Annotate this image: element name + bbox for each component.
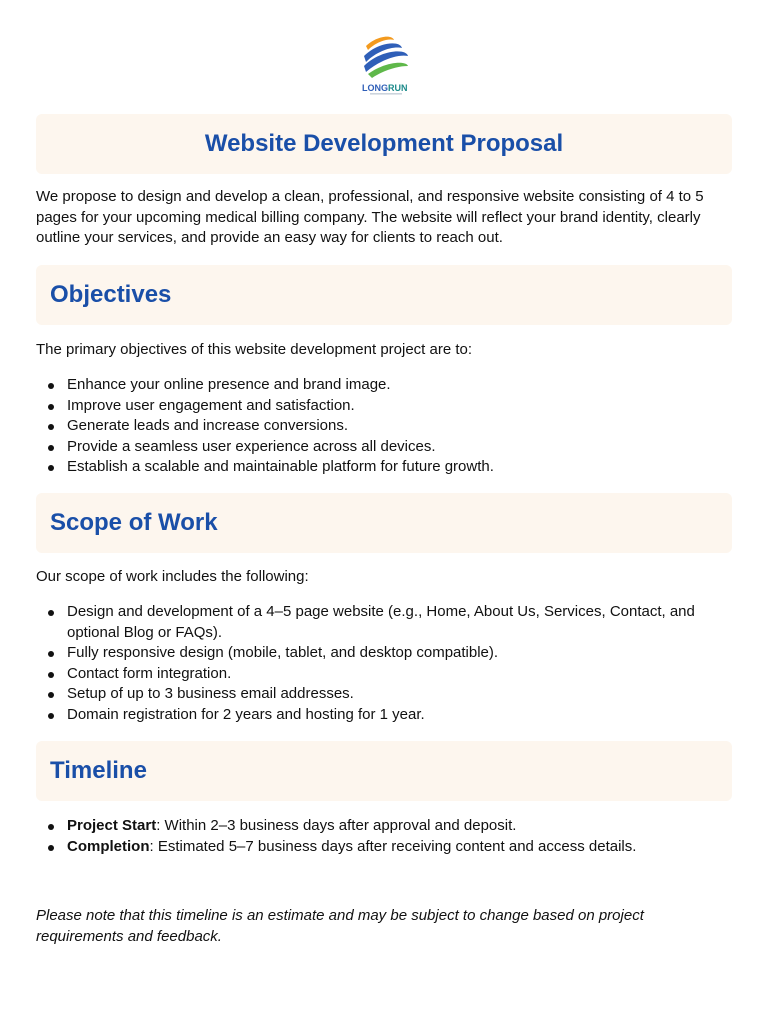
scope-heading: Scope of Work xyxy=(50,509,218,536)
timeline-heading: Timeline xyxy=(50,757,147,784)
timeline-label: Completion xyxy=(67,837,150,855)
objectives-lead: The primary objectives of this website development project are to: xyxy=(36,341,473,358)
scope-lead: Our scope of work includes the following: xyxy=(36,568,309,585)
timeline-text: : Within 2–3 business days after approval and deposit. xyxy=(156,817,517,834)
logo-swoosh-icon xyxy=(358,34,414,96)
intro-paragraph: We propose to design and develop a clean, professional, and responsive website consisting of 4 to 5 pages for your upcoming medical billing company. The website will reflect your brand identity, clearly outline your services, and provide an easy way for clients to reach out. xyxy=(36,188,704,246)
scope-banner xyxy=(36,493,732,553)
long-run-logo xyxy=(358,34,414,96)
list-item: Enhance your online presence and brand image. xyxy=(36,375,732,396)
list-item: Design and development of a 4–5 page website (e.g., Home, About Us, Services, Contact, and optional Blog or FAQs). xyxy=(36,602,732,643)
list-item: Fully responsive design (mobile, tablet, and desktop compatible). xyxy=(36,643,732,664)
document-title: Website Development Proposal xyxy=(204,130,564,157)
timeline-list xyxy=(36,816,732,857)
timeline-label: Project Start xyxy=(67,817,157,834)
list-item: Domain registration for 2 years and hosting for 1 year. xyxy=(36,705,732,726)
list-item: Provide a seamless user experience across all devices. xyxy=(36,437,732,458)
objectives-banner xyxy=(36,265,732,325)
list-item xyxy=(36,837,732,858)
list-item xyxy=(36,816,732,837)
list-item: Improve user engagement and satisfaction. xyxy=(36,396,732,417)
logo-text-left: LONG xyxy=(362,83,388,93)
list-item: Generate leads and increase conversions. xyxy=(36,416,732,437)
scope-list xyxy=(36,602,732,725)
timeline-text: : Estimated 5–7 business days after receiving content and access details. xyxy=(149,837,637,855)
objectives-list xyxy=(36,375,732,478)
list-item: Establish a scalable and maintainable platform for future growth. xyxy=(36,457,732,478)
objectives-heading: Objectives xyxy=(50,281,172,308)
logo-text-right: RUN xyxy=(388,83,408,93)
list-item: Contact form integration. xyxy=(36,664,732,685)
timeline-note: Please note that this timeline is an estimate and may be subject to change based on project requirements and feedback. xyxy=(36,907,644,945)
list-item: Setup of up to 3 business email addresses. xyxy=(36,684,732,705)
timeline-banner xyxy=(36,741,732,801)
title-banner xyxy=(36,114,732,174)
